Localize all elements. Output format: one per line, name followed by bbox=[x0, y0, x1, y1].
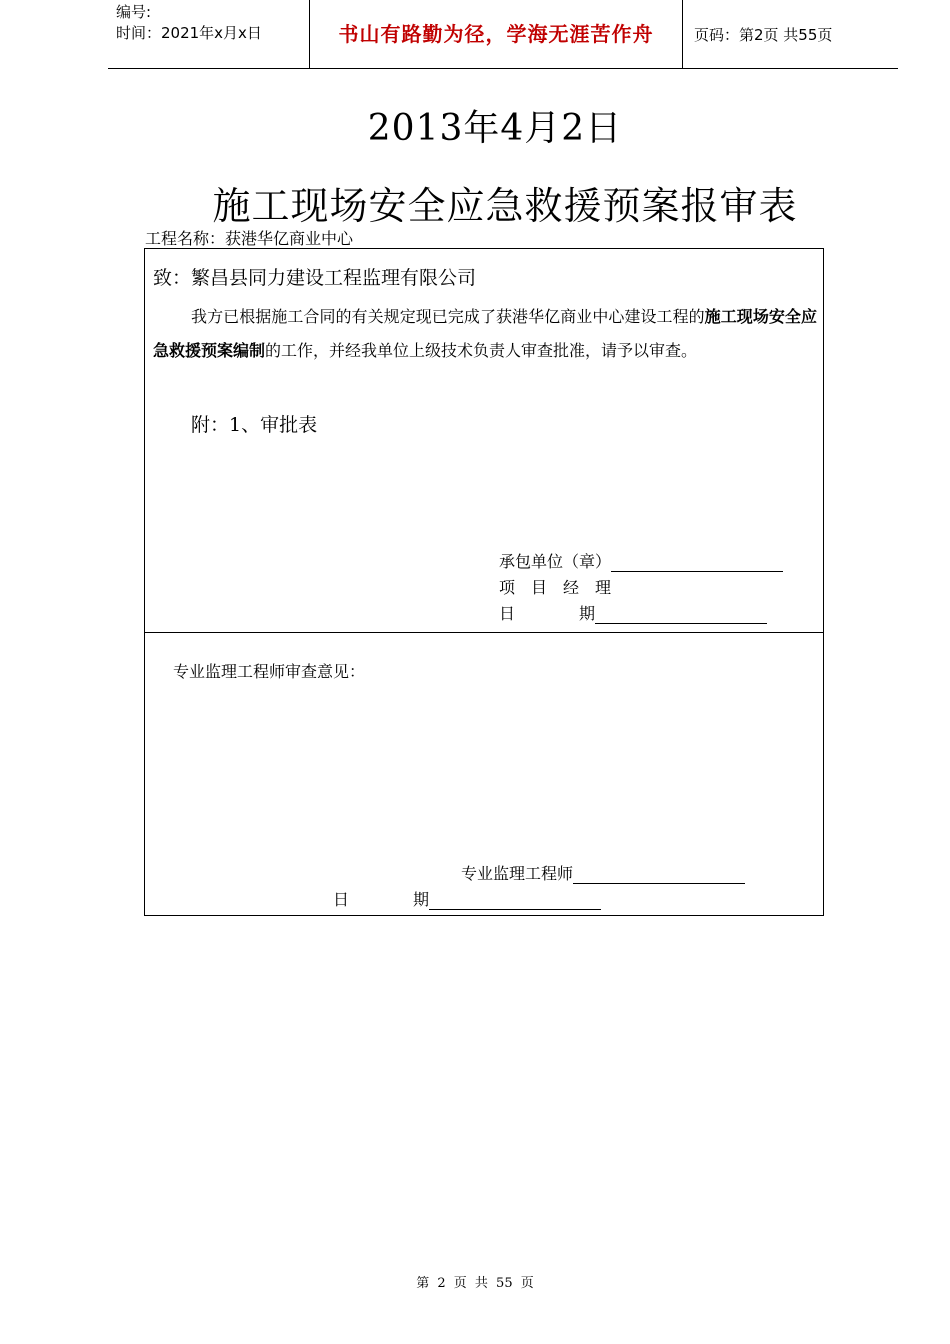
engineer-blank bbox=[573, 865, 745, 884]
header-divider bbox=[682, 0, 683, 68]
form-divider bbox=[145, 632, 823, 633]
review-opinion-label: 专业监理工程师审查意见： bbox=[173, 662, 366, 681]
submission-paragraph bbox=[153, 300, 817, 368]
contractor-blank bbox=[611, 553, 783, 572]
date-label: 日 期 bbox=[333, 890, 430, 909]
engineer-date bbox=[333, 887, 601, 910]
contractor-date bbox=[499, 601, 767, 624]
page-header bbox=[108, 0, 898, 69]
para-bold-text: 施工现场安全应急救援预案编制 bbox=[153, 307, 817, 360]
project-manager-line bbox=[499, 575, 611, 598]
date-blank bbox=[429, 891, 601, 910]
engineer-label: 专业监理工程师 bbox=[461, 864, 574, 883]
para-text-2: 的工作，并经我单位上级技术负责人审查批准，请予以审查。 bbox=[265, 341, 698, 360]
header-time: 时间：2021年x月x日 bbox=[116, 24, 262, 42]
date-title: 2013年4月2日 bbox=[367, 108, 623, 149]
recipient-line: 致：繁昌县同力建设工程监理有限公司 bbox=[153, 267, 477, 289]
pm-label: 项 目 经 理 bbox=[499, 578, 612, 597]
date-blank bbox=[595, 605, 767, 624]
attachment-line: 附：1、审批表 bbox=[191, 414, 318, 436]
header-meta bbox=[116, 2, 262, 44]
engineer-signature bbox=[461, 861, 745, 884]
contractor-signature bbox=[499, 549, 783, 572]
approval-form bbox=[144, 248, 824, 916]
header-number: 编号: bbox=[116, 3, 152, 21]
contractor-label: 承包单位（章） bbox=[499, 552, 612, 571]
page-title: 施工现场安全应急救援预案报审表 bbox=[212, 184, 798, 228]
project-name: 工程名称：获港华亿商业中心 bbox=[145, 229, 354, 248]
page-footer: 第 2 页 共 55 页 bbox=[416, 1276, 534, 1291]
header-motto: 书山有路勤为径，学海无涯苦作舟 bbox=[338, 22, 654, 46]
para-text-1: 我方已根据施工合同的有关规定现已完成了获港华亿商业中心建设工程的 bbox=[191, 307, 705, 326]
header-page-info: 页码：第2页 共55页 bbox=[694, 26, 833, 44]
date-label: 日 期 bbox=[499, 604, 596, 623]
